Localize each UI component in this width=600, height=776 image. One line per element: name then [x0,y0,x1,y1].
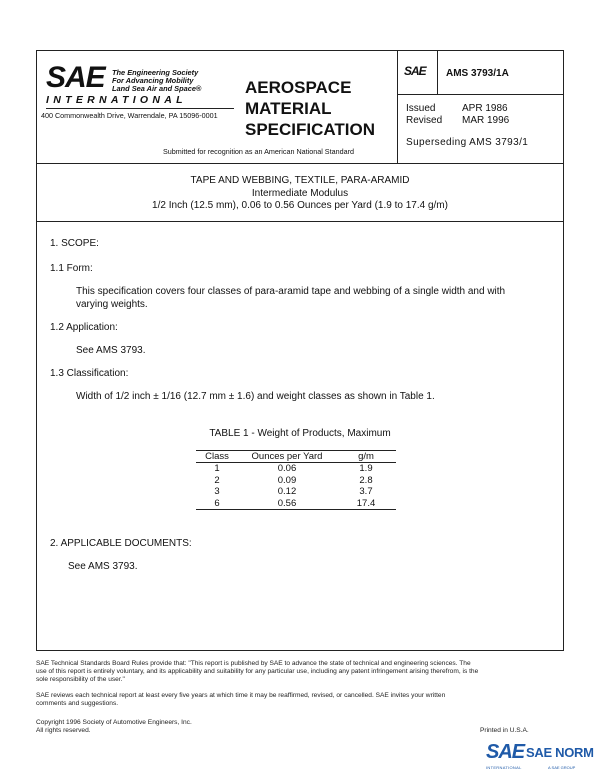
sae-norm-sub: INTERNATIONAL [486,765,522,770]
issue-dates [406,103,509,127]
table-cell: 0.56 [238,498,336,510]
footer-line: sole responsibility of the user." [36,676,125,683]
table-header-gm: g/m [336,451,396,463]
table-1-caption: TABLE 1 - Weight of Products, Maximum [209,428,391,439]
table-cell: 0.06 [277,463,297,474]
section-1-3-text: Width of 1/2 inch ± 1/16 (12.7 mm ± 1.6) and weight classes as shown in Table 1. [76,391,435,402]
table-row [196,463,396,475]
header-vertical-divider [397,50,398,163]
text-line: varying weights. [76,299,148,310]
table-1 [196,450,396,510]
footer-line: All rights reserved. [36,727,91,734]
footer-review [36,692,564,708]
table-cell: 3.7 [359,486,373,497]
logo-underline [46,108,234,109]
subject-block [36,175,564,213]
footer-line: SAE Technical Standards Board Rules provide that: "This report is published by SAE to advance the state of technical and engineering sciences. The [36,660,471,667]
table-cell: 6 [196,498,238,510]
spec-title [245,77,375,140]
sae-norm-logo: SAE [486,741,525,763]
table-cell: 0.09 [277,474,297,486]
printed-in: Printed in U.S.A. [480,727,529,734]
section-1-heading: 1. SCOPE: [50,238,99,249]
section-2-heading: 2. APPLICABLE DOCUMENTS: [50,538,192,549]
table-cell: 3 [214,486,220,497]
table-row [196,486,396,498]
table-cell: 17.4 [336,498,396,510]
section-1-2-heading: 1.2 Application: [50,322,118,333]
table-cell: 2 [214,474,220,486]
sae-norm-brand [486,742,598,774]
title-line: AEROSPACE [245,78,352,97]
subject-divider [36,221,564,222]
text-line: This specification covers four classes of para-aramid tape and webbing of a single width and with [76,286,506,297]
table-cell: 1 [214,463,220,474]
table-cell: 0.12 [277,486,297,497]
doc-number: AMS 3793/1A [446,68,509,79]
table-row [196,498,396,510]
section-2-text: See AMS 3793. [68,561,138,572]
issued-label: Issued [406,103,436,114]
revised-label: Revised [406,115,443,126]
sae-tagline [112,69,201,93]
footer-line: SAE reviews each technical report at least every five years at which time it may be reaffirmed, revised, or cancelled. SAE invites your written [36,692,446,699]
sae-norm-group: A SAE GROUP [548,765,576,770]
subject-title: TAPE AND WEBBING, TEXTILE, PARA-ARAMID [190,175,410,186]
tagline-line: The Engineering Society [112,68,199,77]
section-1-1-heading: 1.1 Form: [50,263,93,274]
title-line: SPECIFICATION [245,120,376,139]
footer-line: use of this report is entirely voluntary, and its applicability and suitability for any particular use, including any patent infringement arising therefrom, is the [36,668,479,675]
footer-line: comments and suggestions. [36,700,119,707]
table-cell: 2.8 [359,474,373,486]
table-header-class: Class [196,451,238,463]
subject-subtitle: Intermediate Modulus [251,187,349,199]
submitted-note: Submitted for recognition as an American National Standard [163,147,354,156]
superseding: Superseding AMS 3793/1 [406,137,529,148]
footer-line: Copyright 1996 Society of Automotive Engineers, Inc. [36,719,192,726]
revised-value: MAR 1996 [462,115,510,126]
tagline-line: Land Sea Air and Space® [112,84,202,93]
tagline-line: For Advancing Mobility [112,76,194,85]
title-line: MATERIAL [245,99,332,118]
subject-range: 1/2 Inch (12.5 mm), 0.06 to 0.56 Ounces per Yard (1.9 to 17.4 g/m) [152,200,448,211]
doc-number-bottom-rule [397,94,564,95]
doc-number-divider [437,50,438,94]
copyright [36,719,192,735]
sae-small-logo: SAE [404,64,426,78]
header-divider [36,163,564,164]
section-1-2-text: See AMS 3793. [76,345,146,356]
international-wordmark: INTERNATIONAL [46,94,187,106]
section-1-1-text [76,285,546,311]
section-1-3-heading: 1.3 Classification: [50,368,129,379]
issued-value: APR 1986 [462,103,508,114]
table-header-oz: Ounces per Yard [238,451,336,463]
weight-table [196,450,396,510]
table-row [196,475,396,487]
sae-logo: SAE [46,61,105,94]
footer-rules [36,660,564,684]
sae-norm-text: SAE NORM [526,745,594,760]
address: 400 Commonwealth Drive, Warrendale, PA 15096-0001 [41,111,218,120]
table-cell: 1.9 [359,463,373,474]
